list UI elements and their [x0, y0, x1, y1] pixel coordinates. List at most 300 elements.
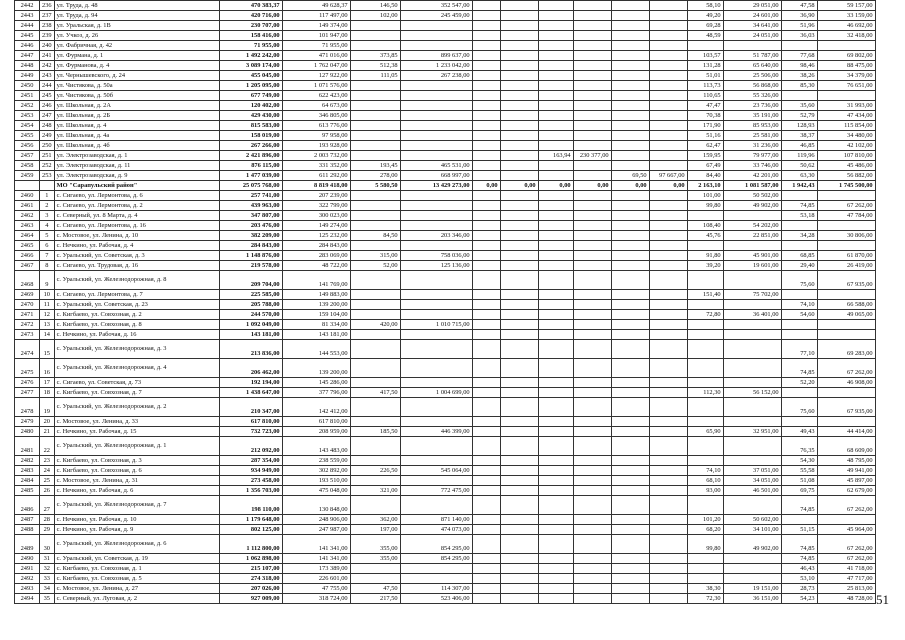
table-cell: с. Нечкино, ул. Рабочая, д. 4 — [54, 241, 219, 251]
table-cell: 65 640,00 — [723, 61, 781, 71]
table-cell — [350, 378, 400, 388]
table-cell: 141 341,00 — [282, 535, 350, 554]
table-cell: 67,49 — [687, 161, 723, 171]
table-cell — [500, 476, 538, 486]
table-cell: 225 585,00 — [219, 290, 282, 300]
table-cell: с. Мостовое, ул. Ленина, д. 10 — [54, 231, 219, 241]
table-cell — [611, 417, 649, 427]
table-cell: 33 746,00 — [723, 161, 781, 171]
table-cell — [781, 241, 817, 251]
table-cell: 59 157,00 — [817, 1, 875, 11]
table-row — [15, 111, 876, 121]
table-cell — [500, 131, 538, 141]
table-cell: 76,35 — [781, 437, 817, 456]
table-cell: 25 075 768,00 — [219, 181, 282, 191]
table-cell: 19 — [40, 398, 55, 417]
table-cell — [400, 131, 472, 141]
table-cell: 899 637,00 — [400, 51, 472, 61]
table-cell — [500, 271, 538, 290]
table-cell: с. Уральский, ул. Советская, д. 19 — [54, 554, 219, 564]
table-cell: с. Кигбаево, ул. Совхозная, д. 6 — [54, 466, 219, 476]
table-body — [15, 1, 876, 604]
table-cell: 197,00 — [350, 525, 400, 535]
table-cell — [538, 231, 573, 241]
table-cell: 159,95 — [687, 151, 723, 161]
table-cell: 192 194,00 — [219, 378, 282, 388]
table-row — [15, 241, 876, 251]
table-cell — [350, 121, 400, 131]
table-cell — [538, 456, 573, 466]
table-cell: 2481 — [15, 437, 40, 456]
table-cell — [350, 417, 400, 427]
table-cell: 2456 — [15, 141, 40, 151]
table-cell: с. Кигбаево, ул. Совхозная, д. 1 — [54, 564, 219, 574]
table-cell: 54,30 — [781, 456, 817, 466]
table-cell: 128,93 — [781, 121, 817, 131]
table-cell — [538, 554, 573, 564]
table-cell: 120 402,00 — [219, 101, 282, 111]
table-cell — [611, 201, 649, 211]
table-cell: 207 239,00 — [282, 191, 350, 201]
table-cell — [472, 398, 500, 417]
table-cell: 2450 — [15, 81, 40, 91]
table-cell: 238 — [40, 21, 55, 31]
table-cell — [817, 41, 875, 51]
table-cell: 802 125,00 — [219, 525, 282, 535]
table-row — [15, 131, 876, 141]
table-cell — [472, 290, 500, 300]
table-cell: 37 051,00 — [723, 466, 781, 476]
table-cell — [573, 300, 611, 310]
table-cell: 50 602,00 — [723, 515, 781, 525]
table-cell — [611, 476, 649, 486]
table-cell: 163,94 — [538, 151, 573, 161]
table-cell: 76 651,00 — [817, 81, 875, 91]
table-cell — [817, 515, 875, 525]
table-cell — [649, 398, 687, 417]
table-cell: 67 935,00 — [817, 271, 875, 290]
table-cell: 382 209,00 — [219, 231, 282, 241]
table-cell — [687, 340, 723, 359]
table-cell: 815 583,00 — [219, 121, 282, 131]
table-cell: 49,43 — [781, 427, 817, 437]
table-cell — [611, 61, 649, 71]
table-row — [15, 330, 876, 340]
table-cell: 2460 — [15, 191, 40, 201]
table-cell: 0,00 — [472, 181, 500, 191]
table-cell — [723, 496, 781, 515]
table-cell: 34 — [40, 584, 55, 594]
table-cell: 213 836,00 — [219, 340, 282, 359]
table-cell: 99,80 — [687, 535, 723, 554]
table-cell — [817, 320, 875, 330]
table-cell: 2451 — [15, 91, 40, 101]
table-cell: с. Нечкино, ул. Рабочая, д. 16 — [54, 330, 219, 340]
table-cell — [538, 171, 573, 181]
table-cell: 2462 — [15, 211, 40, 221]
table-cell: 377 796,00 — [282, 388, 350, 398]
table-row — [15, 261, 876, 271]
table-cell: 13 — [40, 320, 55, 330]
table-row — [15, 427, 876, 437]
table-row — [15, 388, 876, 398]
table-cell — [781, 320, 817, 330]
table-cell — [611, 221, 649, 231]
table-cell: ул. Уральская, д. 1В — [54, 21, 219, 31]
table-cell: 81 334,00 — [282, 320, 350, 330]
table-cell — [500, 574, 538, 584]
table-cell — [723, 330, 781, 340]
table-cell: 1 092 049,00 — [219, 320, 282, 330]
table-cell: 38,26 — [781, 71, 817, 81]
table-cell — [649, 554, 687, 564]
table-cell — [350, 101, 400, 111]
table-cell — [723, 340, 781, 359]
table-cell — [472, 91, 500, 101]
table-cell — [350, 476, 400, 486]
table-cell: 2447 — [15, 51, 40, 61]
table-cell: 103,57 — [687, 51, 723, 61]
table-cell: 33 159,00 — [817, 11, 875, 21]
table-cell — [781, 330, 817, 340]
table-cell: 2472 — [15, 320, 40, 330]
table-cell: 209 704,00 — [219, 271, 282, 290]
table-cell: 2484 — [15, 476, 40, 486]
table-cell — [538, 91, 573, 101]
table-cell: 53,18 — [781, 211, 817, 221]
table-cell — [687, 564, 723, 574]
table-cell: 68,20 — [687, 525, 723, 535]
table-cell — [538, 121, 573, 131]
table-cell: 249 — [40, 131, 55, 141]
table-cell — [611, 330, 649, 340]
table-cell: 2486 — [15, 496, 40, 515]
table-cell — [649, 388, 687, 398]
table-cell — [472, 51, 500, 61]
table-cell: 2463 — [15, 221, 40, 231]
table-cell: 429 430,00 — [219, 111, 282, 121]
table-cell: 193,45 — [350, 161, 400, 171]
table-cell — [538, 584, 573, 594]
table-cell: 69,50 — [611, 171, 649, 181]
table-cell — [400, 330, 472, 340]
table-cell: 8 — [40, 261, 55, 271]
table-cell — [538, 111, 573, 121]
table-cell — [538, 564, 573, 574]
table-cell: 151,40 — [687, 290, 723, 300]
table-cell: ул. Школьная, д. 4 — [54, 121, 219, 131]
table-cell: 141 341,00 — [282, 554, 350, 564]
table-cell: 253 — [40, 171, 55, 181]
table-cell — [649, 161, 687, 171]
table-cell — [649, 525, 687, 535]
table-cell — [350, 574, 400, 584]
table-cell — [817, 191, 875, 201]
table-cell — [538, 437, 573, 456]
table-cell: 1 071 576,00 — [282, 81, 350, 91]
table-cell — [573, 554, 611, 564]
table-cell: 149 374,00 — [282, 21, 350, 31]
table-cell: 241 — [40, 51, 55, 61]
table-cell — [400, 271, 472, 290]
table-cell: с. Сигаево, ул. Лермонтова, д. 6 — [54, 191, 219, 201]
table-cell: 68,85 — [781, 251, 817, 261]
table-cell — [649, 476, 687, 486]
table-cell: 30 — [40, 535, 55, 554]
table-cell — [500, 1, 538, 11]
table-cell: 42 102,00 — [817, 141, 875, 151]
table-cell: 2487 — [15, 515, 40, 525]
table-cell — [472, 554, 500, 564]
table-cell: 22 — [40, 437, 55, 456]
table-row — [15, 171, 876, 181]
table-cell: 45,76 — [687, 231, 723, 241]
table-cell — [500, 211, 538, 221]
table-cell: 47 434,00 — [817, 111, 875, 121]
table-cell: с. Кигбаево, ул. Совхозная, д. 5 — [54, 574, 219, 584]
table-cell — [400, 81, 472, 91]
table-row — [15, 320, 876, 330]
table-cell — [500, 388, 538, 398]
table-cell: 149 883,00 — [282, 290, 350, 300]
table-cell: 75,60 — [781, 398, 817, 417]
table-cell — [538, 61, 573, 71]
table-cell — [723, 564, 781, 574]
table-cell: с. Нечкино, ул. Рабочая, д. 10 — [54, 515, 219, 525]
table-cell: 30 806,00 — [817, 231, 875, 241]
table-cell: 145 286,00 — [282, 378, 350, 388]
table-cell — [472, 271, 500, 290]
table-row — [15, 310, 876, 320]
table-cell — [472, 211, 500, 221]
table-cell: 28,73 — [781, 584, 817, 594]
table-cell — [400, 417, 472, 427]
table-cell: 1 179 648,00 — [219, 515, 282, 525]
table-cell: с. Сигаево, ул. Трудовая, д. 16 — [54, 261, 219, 271]
table-cell — [649, 310, 687, 320]
table-cell: 10 — [40, 290, 55, 300]
table-cell: 2 003 732,00 — [282, 151, 350, 161]
table-cell: 193 928,00 — [282, 141, 350, 151]
table-cell: 238 559,00 — [282, 456, 350, 466]
table-cell — [611, 378, 649, 388]
table-cell: 49 941,00 — [817, 466, 875, 476]
table-cell: 2455 — [15, 131, 40, 141]
table-cell: 2457 — [15, 151, 40, 161]
table-cell — [723, 398, 781, 417]
table-cell — [611, 211, 649, 221]
table-cell — [817, 388, 875, 398]
table-cell: 346 805,00 — [282, 111, 350, 121]
table-cell — [573, 496, 611, 515]
table-cell: 64 673,00 — [282, 101, 350, 111]
table-cell: 29,40 — [781, 261, 817, 271]
table-cell — [400, 121, 472, 131]
table-cell — [472, 71, 500, 81]
table-cell — [350, 340, 400, 359]
table-cell: 112,30 — [687, 388, 723, 398]
table-cell: 75 702,00 — [723, 290, 781, 300]
table-cell: 74,85 — [781, 496, 817, 515]
table-cell — [400, 21, 472, 31]
table-cell: 545 064,00 — [400, 466, 472, 476]
table-cell — [687, 496, 723, 515]
register-sheet — [14, 0, 876, 604]
table-cell — [611, 111, 649, 121]
table-cell: 97 958,00 — [282, 131, 350, 141]
table-cell: 48 728,00 — [817, 594, 875, 604]
table-cell: 6 — [40, 241, 55, 251]
table-cell — [573, 437, 611, 456]
table-row — [15, 101, 876, 111]
table-cell: 55,58 — [781, 466, 817, 476]
table-cell — [573, 584, 611, 594]
table-cell: с. Мостовое, ул. Ленина, д. 31 — [54, 476, 219, 486]
table-cell: ул. Электрозаводская, д. 11 — [54, 161, 219, 171]
table-cell — [817, 330, 875, 340]
table-row — [15, 525, 876, 535]
table-cell — [400, 201, 472, 211]
table-cell: 2473 — [15, 330, 40, 340]
table-cell: 47,58 — [781, 1, 817, 11]
table-cell — [649, 290, 687, 300]
table-cell — [573, 388, 611, 398]
table-cell: 24 601,00 — [723, 11, 781, 21]
table-cell — [472, 378, 500, 388]
table-cell: ул. Электрозаводская, д. 9 — [54, 171, 219, 181]
table-cell: 77,10 — [781, 340, 817, 359]
table-cell — [649, 574, 687, 584]
table-cell: 141 769,00 — [282, 271, 350, 290]
table-cell — [400, 574, 472, 584]
table-cell: 315,00 — [350, 251, 400, 261]
table-cell — [817, 290, 875, 300]
table-row — [15, 486, 876, 496]
table-cell — [350, 81, 400, 91]
table-cell: с. Мостовое, ул. Ленина, д. 27 — [54, 584, 219, 594]
table-cell: ул. Фурмана, д. 1 — [54, 51, 219, 61]
table-cell: 74,85 — [781, 359, 817, 378]
table-cell — [472, 241, 500, 251]
table-row — [15, 271, 876, 290]
table-cell: 302 892,00 — [282, 466, 350, 476]
table-cell — [500, 61, 538, 71]
table-cell: 0,00 — [573, 181, 611, 191]
table-cell — [400, 300, 472, 310]
table-cell: 212 092,00 — [219, 437, 282, 456]
table-cell — [573, 91, 611, 101]
table-cell — [500, 241, 538, 251]
table-cell: 46 501,00 — [723, 486, 781, 496]
table-row — [15, 535, 876, 554]
table-cell: 143 483,00 — [282, 437, 350, 456]
table-row — [15, 231, 876, 241]
table-cell: 74,10 — [781, 300, 817, 310]
table-cell: 677 749,00 — [219, 91, 282, 101]
table-cell — [573, 564, 611, 574]
table-cell: 47 717,00 — [817, 574, 875, 584]
table-cell: 355,00 — [350, 535, 400, 554]
table-cell — [573, 466, 611, 476]
table-cell — [649, 340, 687, 359]
page-number: 51 — [876, 592, 889, 607]
table-cell — [573, 456, 611, 466]
table-cell: ул. Чернышевского, д. 24 — [54, 71, 219, 81]
table-cell — [350, 330, 400, 340]
table-cell — [573, 378, 611, 388]
table-cell — [472, 221, 500, 231]
table-cell — [611, 81, 649, 91]
table-cell — [350, 300, 400, 310]
table-cell — [538, 31, 573, 41]
table-cell: 2482 — [15, 456, 40, 466]
table-cell: 2 163,10 — [687, 181, 723, 191]
table-cell: 58,10 — [687, 1, 723, 11]
table-cell — [472, 191, 500, 201]
table-cell — [500, 11, 538, 21]
table-cell: 173 389,00 — [282, 564, 350, 574]
table-cell — [472, 111, 500, 121]
table-cell — [350, 359, 400, 378]
table-cell — [500, 91, 538, 101]
table-cell — [687, 574, 723, 584]
table-cell: 854 295,00 — [400, 554, 472, 564]
table-cell — [817, 241, 875, 251]
table-cell: 267 238,00 — [400, 71, 472, 81]
table-cell — [649, 594, 687, 604]
table-cell: ул. Школьная, д. 4б — [54, 141, 219, 151]
table-cell: 25 581,00 — [723, 131, 781, 141]
table-cell: 274 318,00 — [219, 574, 282, 584]
table-row — [15, 121, 876, 131]
table-cell: 2489 — [15, 535, 40, 554]
table-cell: 114 307,00 — [400, 584, 472, 594]
table-cell — [611, 191, 649, 201]
table-cell: 21 — [40, 427, 55, 437]
table-cell — [611, 456, 649, 466]
table-cell: 1 — [40, 191, 55, 201]
table-cell: с. Кигбаево, ул. Совхозная, д. 2 — [54, 310, 219, 320]
table-cell — [400, 111, 472, 121]
table-cell: 127 922,00 — [282, 71, 350, 81]
table-cell — [649, 71, 687, 81]
table-cell: 252 — [40, 161, 55, 171]
table-cell: 35,60 — [781, 101, 817, 111]
table-cell — [472, 141, 500, 151]
table-row — [15, 437, 876, 456]
table-cell: 278,00 — [350, 171, 400, 181]
table-cell — [500, 515, 538, 525]
table-row — [15, 574, 876, 584]
table-cell: 1 477 039,00 — [219, 171, 282, 181]
table-cell — [538, 486, 573, 496]
table-row — [15, 201, 876, 211]
table-cell: 36 401,00 — [723, 310, 781, 320]
table-cell: 267 266,00 — [219, 141, 282, 151]
table-cell: 142 412,00 — [282, 398, 350, 417]
table-cell: 2488 — [15, 525, 40, 535]
table-cell — [472, 261, 500, 271]
table-cell — [472, 310, 500, 320]
table-cell — [781, 41, 817, 51]
table-cell: 32 — [40, 564, 55, 574]
table-cell — [687, 378, 723, 388]
table-cell: 88 475,00 — [817, 61, 875, 71]
table-cell — [649, 564, 687, 574]
table-cell — [573, 398, 611, 417]
table-row — [15, 554, 876, 564]
table-cell — [350, 211, 400, 221]
